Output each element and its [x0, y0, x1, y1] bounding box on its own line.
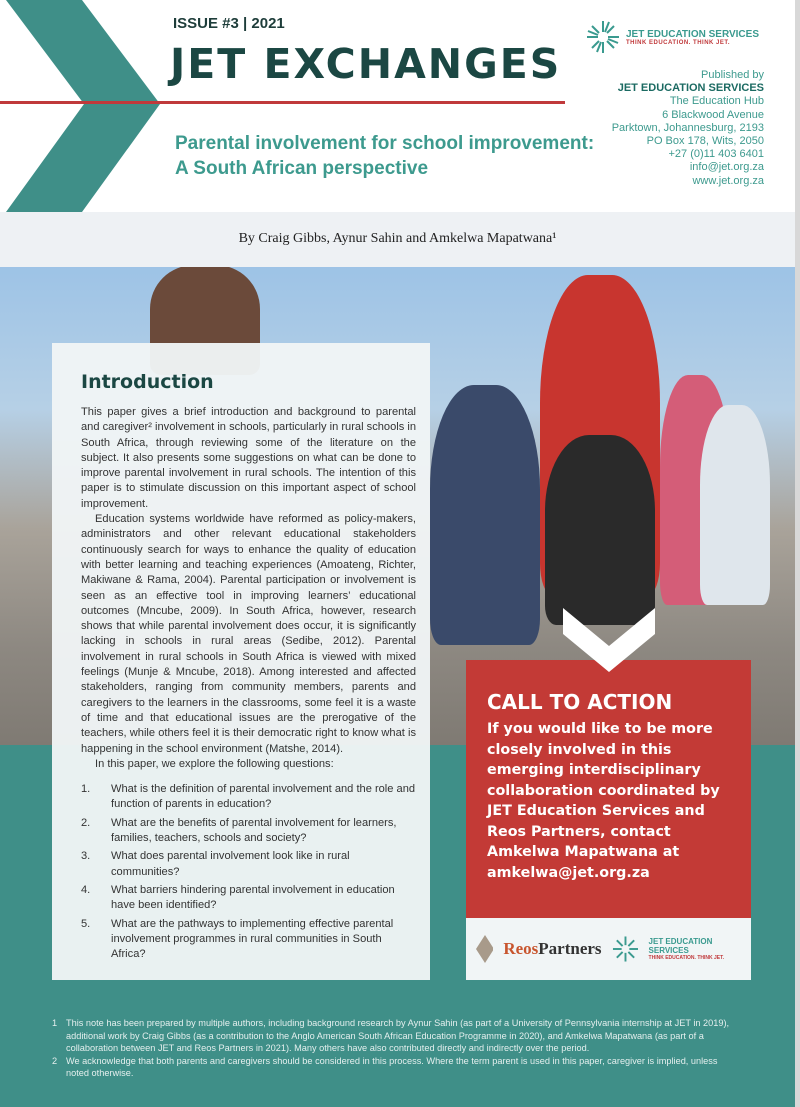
header-rule	[0, 101, 565, 104]
logo-name: JET EDUCATION SERVICES	[626, 28, 759, 40]
reos-partners-logo	[503, 939, 601, 959]
list-item	[81, 849, 416, 880]
publisher-line: Published by	[701, 69, 764, 81]
footnote-number: 2	[52, 1055, 58, 1066]
list-item	[81, 917, 416, 963]
footnote-number: 1	[52, 1018, 58, 1028]
intro-paragraph: This paper gives a brief introduction and background to parental and caregiver² involvement in schools, particularly in rural schools in South Africa, through reviewing some of the literature on the subject. It also presents some suggestions on what can be done to improve parental involvement in rural schools. The intention of this paper is to stimulate discussion on this important aspect of school improvement.	[81, 406, 416, 510]
jet-logo	[586, 20, 759, 54]
footnote	[52, 1055, 742, 1080]
list-number: 4.	[81, 883, 91, 896]
publisher-email[interactable]: info@jet.org.za	[689, 161, 764, 174]
publisher-line: PO Box 178, Wits, 2050	[646, 135, 764, 148]
issue-label: ISSUE #3 | 2021	[173, 15, 285, 32]
list-text: What are the pathways to implementing effective parental involvement programmes in rural communities in South Africa?	[111, 917, 394, 961]
publisher-phone: +27 (0)11 403 6401	[668, 148, 764, 161]
questions-list	[81, 782, 416, 962]
list-number: 1.	[81, 783, 91, 796]
intro-paragraph: Education systems worldwide have reformed as policy-makers, administrators and other relevant educational stakeholders continuously search for ways to enhance the quality of education with better learning and teaching experiences (Amoateng, Richter, Makiwane & Rama, 2004). Parental participation or involvement is seen as an effective tool in improving learners’ educational outcomes (Mncube, 2009). In South Africa, however, research shows that while parental involvement does occur, it is significantly lacking in schools in rural areas (Sedibe, 2012). Parental involvement in rural schools in South Africa is viewed with mixed feelings (Munje & Mncube, 2018). Among interested and affected stakeholders, ranging from community members, parents and caregivers to the learners in the classrooms, some feel it is a waste of time and that educational issues are the prerogative of the teachers, while others feel it is their democratic right to know what is happening in the school environment (Matshe, 2014).	[81, 513, 416, 755]
list-text: What is the definition of parental involvement and the role and function of parents in education?	[111, 783, 416, 811]
logo-name: JET EDUCATION SERVICES	[648, 937, 713, 955]
list-text: What are the benefits of parental involvement for learners, families, teachers, schools and society?	[111, 816, 397, 845]
reos-logo-text: Partners	[538, 939, 602, 958]
cta-body	[487, 719, 735, 883]
publisher-name: JET EDUCATION SERVICES	[617, 82, 764, 95]
publication-title: JET EXCHANGES	[170, 40, 562, 88]
partner-logos	[466, 918, 751, 980]
footnote-text: We acknowledge that both parents and caregivers should be considered in this process. Where the term parent is used in this paper, caregiver is implied, unless noted otherwise.	[66, 1055, 718, 1078]
sunburst-icon	[612, 935, 639, 963]
list-item	[81, 782, 416, 813]
logo-tagline: THINK EDUCATION. THINK JET.	[648, 955, 724, 961]
list-number: 5.	[81, 917, 91, 930]
list-number: 3.	[81, 850, 91, 863]
cta-text: If you would like to be more closely involved in this emerging interdisciplinary collaboration coordinated by JET Education Services and Reos Partners, contact Amkelwa Mapatwana at	[487, 721, 720, 860]
list-item	[81, 816, 416, 847]
reos-logo-text: Reos	[503, 939, 539, 958]
reos-diamond-icon	[476, 935, 493, 963]
byline: By Craig Gibbs, Aynur Sahin and Amkelwa Mapatwana¹	[238, 231, 557, 246]
list-text: What does parental involvement look like in rural communities?	[111, 850, 350, 878]
sunburst-icon	[586, 20, 620, 54]
publisher-line: Parktown, Johannesburg, 2193	[611, 121, 764, 134]
cta-heading: CALL TO ACTION	[487, 690, 673, 714]
publisher-website[interactable]: www.jet.org.za	[692, 174, 764, 187]
logo-tagline: THINK EDUCATION. THINK JET.	[626, 39, 731, 46]
introduction-panel	[52, 343, 430, 980]
list-number: 2.	[81, 816, 91, 829]
publisher-line: 6 Blackwood Avenue	[662, 108, 764, 121]
intro-paragraph: In this paper, we explore the following questions:	[95, 757, 334, 770]
down-chevron-icon	[563, 608, 655, 672]
list-item	[81, 883, 416, 914]
list-text: What barriers hindering parental involvement in education have been identified?	[111, 883, 395, 912]
paper-title: Parental involvement for school improvement: A South African perspective	[175, 133, 595, 179]
footnote	[52, 1017, 742, 1055]
publisher-line: The Education Hub	[669, 95, 764, 108]
cta-email-link[interactable]: amkelwa@jet.org.za	[487, 864, 650, 881]
footnotes	[52, 1017, 742, 1080]
call-to-action-box	[466, 660, 751, 918]
publisher-info	[612, 69, 764, 188]
footnote-text: This note has been prepared by multiple authors, including background research by Aynur Sahin (as part of a University of Pennsylvania internship at JET in 2019), additional work by Craig Gibbs (as a contribution to the Anglo American South African Education Programme in 2020), and Amkelwa Mapatwana (as part of a collaboration between JET and Reos Partners in 2021). Many others have also contributed directly and indirectly over the period.	[66, 1018, 730, 1053]
chevron-graphic	[0, 0, 165, 212]
introduction-heading: Introduction	[81, 371, 214, 393]
